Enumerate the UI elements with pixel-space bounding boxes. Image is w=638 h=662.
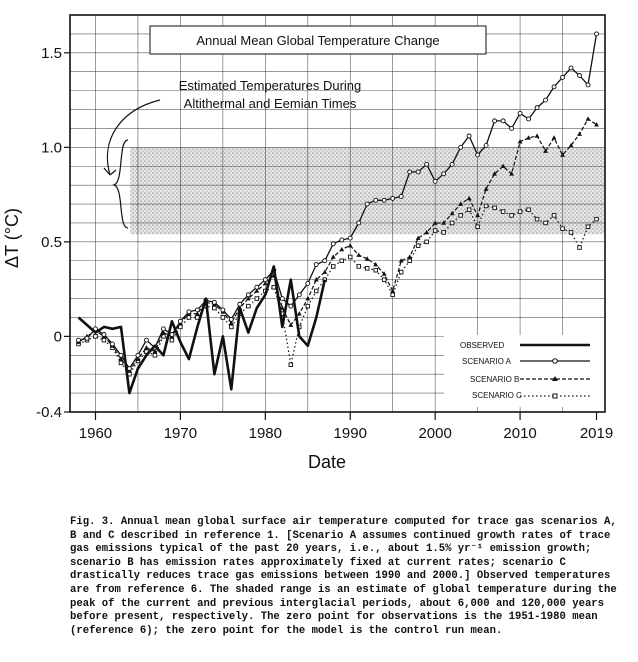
data-point-scenario-c bbox=[595, 217, 599, 221]
data-point-scenario-a bbox=[484, 143, 488, 147]
data-point-scenario-a bbox=[306, 281, 310, 285]
legend-label-observed: OBSERVED bbox=[460, 341, 505, 350]
data-point-scenario-c bbox=[331, 265, 335, 269]
band-brace bbox=[114, 140, 128, 228]
legend-label-scenario-c: SCENARIO C bbox=[472, 391, 522, 400]
data-point-scenario-c bbox=[476, 225, 480, 229]
data-point-scenario-c bbox=[425, 240, 429, 244]
data-point-scenario-b bbox=[373, 262, 378, 266]
data-point-scenario-a bbox=[501, 119, 505, 123]
data-point-scenario-a bbox=[212, 300, 216, 304]
data-point-scenario-a bbox=[195, 308, 199, 312]
data-point-scenario-a bbox=[569, 66, 573, 70]
data-point-scenario-a bbox=[170, 332, 174, 336]
legend bbox=[444, 335, 604, 407]
data-point-scenario-a bbox=[340, 238, 344, 242]
data-point-scenario-b bbox=[356, 252, 361, 256]
data-point-scenario-c bbox=[348, 255, 352, 259]
legend-label-scenario-b: SCENARIO B bbox=[470, 375, 520, 384]
data-point-scenario-c bbox=[272, 285, 276, 289]
band-annotation-line1: Estimated Temperatures During bbox=[178, 78, 362, 93]
data-point-scenario-a bbox=[527, 117, 531, 121]
data-point-scenario-c bbox=[374, 268, 378, 272]
y-tick-label: 1.0 bbox=[41, 139, 62, 157]
data-point-scenario-c bbox=[484, 204, 488, 208]
data-point-scenario-a bbox=[586, 83, 590, 87]
data-point-scenario-c bbox=[467, 208, 471, 212]
x-axis-label: Date bbox=[307, 452, 347, 472]
data-point-scenario-a bbox=[110, 342, 114, 346]
x-tick-label: 2010 bbox=[503, 425, 537, 442]
data-point-scenario-c bbox=[340, 259, 344, 263]
data-point-scenario-a bbox=[263, 278, 267, 282]
data-point-scenario-c bbox=[94, 335, 98, 339]
data-point-scenario-a bbox=[476, 153, 480, 157]
data-point-scenario-a bbox=[102, 332, 106, 336]
data-point-scenario-a bbox=[365, 202, 369, 206]
data-point-scenario-a bbox=[331, 242, 335, 246]
data-point-scenario-c bbox=[561, 227, 565, 231]
data-point-scenario-c bbox=[170, 338, 174, 342]
data-point-scenario-b bbox=[144, 345, 149, 349]
data-point-scenario-a bbox=[297, 293, 301, 297]
data-point-scenario-a bbox=[229, 317, 233, 321]
data-point-scenario-c bbox=[501, 210, 505, 214]
caption-text: Fig. 3. Annual mean global surface air temperature computed for trace gas scenarios A, B and C described in reference 1. [Scenario A assumes continued growth rates of trace gas emissions typical of the past 20 years, i.e., about 1.5% yr⁻¹ emission growth; scenario B has emission rates approximately fixed at current rates; scenario C drastically reduces trace gas emissions between 1990 and 2000.] Observed temperatures are from reference 6. The shaded range is an estimate of global temperature during the peak of the current and previous interglacial periods, about 6,000 and 120,000 years before present, respectively. The zero point for observations is the 1951-1980 mean (reference 6); the zero point for the model is the control run mean. bbox=[70, 516, 617, 637]
data-point-scenario-c bbox=[153, 353, 157, 357]
data-point-scenario-a bbox=[467, 134, 471, 138]
x-tick-label: 1960 bbox=[78, 425, 113, 442]
data-point-scenario-a bbox=[246, 293, 250, 297]
x-tick-label: 2000 bbox=[418, 425, 452, 442]
data-point-scenario-a bbox=[127, 367, 131, 371]
data-point-scenario-a bbox=[510, 126, 514, 130]
data-point-scenario-c bbox=[391, 293, 395, 297]
data-point-scenario-a bbox=[518, 111, 522, 115]
data-point-scenario-c bbox=[552, 214, 556, 218]
data-point-scenario-a bbox=[535, 106, 539, 110]
data-point-scenario-b bbox=[339, 247, 344, 251]
data-point-scenario-c bbox=[510, 214, 514, 218]
data-point-scenario-c bbox=[306, 304, 310, 308]
data-point-scenario-c bbox=[102, 338, 106, 342]
data-point-scenario-a bbox=[433, 179, 437, 183]
data-point-scenario-a bbox=[544, 98, 548, 102]
data-point-scenario-a bbox=[416, 170, 420, 174]
x-tick-label: 1970 bbox=[163, 425, 198, 442]
data-point-scenario-b bbox=[407, 254, 412, 258]
y-tick-label: 1.5 bbox=[41, 44, 62, 62]
data-point-scenario-a bbox=[374, 198, 378, 202]
data-point-scenario-c bbox=[459, 214, 463, 218]
legend-marker-scenario-c bbox=[553, 394, 557, 398]
data-point-scenario-a bbox=[561, 75, 565, 79]
data-point-scenario-c bbox=[289, 363, 293, 367]
data-point-scenario-c bbox=[382, 278, 386, 282]
data-point-scenario-a bbox=[187, 310, 191, 314]
data-point-scenario-c bbox=[365, 267, 369, 271]
data-point-scenario-a bbox=[425, 162, 429, 166]
y-axis-label: ΔT (°C) bbox=[2, 208, 22, 268]
data-point-scenario-a bbox=[408, 170, 412, 174]
y-tick-label: -0.4 bbox=[36, 404, 62, 421]
data-point-scenario-a bbox=[136, 353, 140, 357]
data-point-scenario-a bbox=[442, 172, 446, 176]
data-point-scenario-b bbox=[535, 133, 540, 137]
data-point-scenario-c bbox=[399, 270, 403, 274]
band-annotation-line2: Altithermal and Eemian Times bbox=[183, 96, 357, 111]
data-point-scenario-a bbox=[348, 236, 352, 240]
data-point-scenario-a bbox=[323, 259, 327, 263]
data-point-scenario-c bbox=[544, 221, 548, 225]
data-point-scenario-a bbox=[314, 263, 318, 267]
x-tick-label: 1990 bbox=[333, 425, 367, 442]
data-point-scenario-a bbox=[85, 336, 89, 340]
data-point-scenario-c bbox=[578, 246, 582, 250]
data-point-scenario-b bbox=[586, 116, 591, 120]
data-point-scenario-a bbox=[578, 73, 582, 77]
data-point-scenario-a bbox=[450, 162, 454, 166]
data-point-scenario-c bbox=[416, 244, 420, 248]
data-point-scenario-a bbox=[595, 32, 599, 36]
data-point-scenario-c bbox=[247, 304, 251, 308]
data-point-scenario-c bbox=[255, 297, 259, 301]
data-point-scenario-a bbox=[493, 119, 497, 123]
data-point-scenario-c bbox=[569, 231, 573, 235]
data-point-scenario-a bbox=[144, 338, 148, 342]
data-point-scenario-b bbox=[526, 135, 531, 139]
data-point-scenario-b bbox=[305, 296, 310, 300]
data-point-scenario-c bbox=[433, 229, 437, 233]
data-point-scenario-a bbox=[221, 308, 225, 312]
x-tick-label: 2019 bbox=[579, 425, 614, 442]
data-point-scenario-a bbox=[238, 302, 242, 306]
data-point-scenario-a bbox=[399, 194, 403, 198]
data-point-scenario-a bbox=[119, 353, 123, 357]
data-point-scenario-b bbox=[594, 122, 599, 126]
data-point-scenario-c bbox=[408, 259, 412, 263]
figure-caption bbox=[70, 516, 625, 638]
data-point-scenario-c bbox=[527, 208, 531, 212]
data-point-scenario-a bbox=[459, 145, 463, 149]
data-point-scenario-a bbox=[161, 327, 165, 331]
data-point-scenario-b bbox=[552, 135, 557, 139]
data-point-scenario-c bbox=[187, 316, 191, 320]
x-tick-label: 1980 bbox=[248, 425, 283, 442]
data-point-scenario-a bbox=[289, 304, 293, 308]
data-point-scenario-a bbox=[382, 198, 386, 202]
data-point-scenario-c bbox=[230, 325, 234, 329]
shaded-band bbox=[130, 147, 605, 234]
data-point-scenario-a bbox=[255, 285, 259, 289]
data-point-scenario-c bbox=[493, 206, 497, 210]
data-point-scenario-c bbox=[357, 265, 361, 269]
data-point-scenario-c bbox=[535, 217, 539, 221]
data-point-scenario-c bbox=[586, 225, 590, 229]
data-point-scenario-a bbox=[178, 319, 182, 323]
data-point-scenario-c bbox=[450, 221, 454, 225]
y-tick-label: 0 bbox=[53, 328, 62, 346]
data-point-scenario-a bbox=[357, 221, 361, 225]
data-point-scenario-c bbox=[442, 231, 446, 235]
data-point-scenario-a bbox=[280, 297, 284, 301]
data-point-scenario-a bbox=[552, 85, 556, 89]
data-point-scenario-c bbox=[518, 210, 522, 214]
chart-title: Annual Mean Global Temperature Change bbox=[196, 33, 440, 48]
y-tick-label: 0.5 bbox=[41, 233, 62, 251]
data-point-scenario-a bbox=[391, 196, 395, 200]
data-point-scenario-a bbox=[76, 338, 80, 342]
legend-marker-scenario-a bbox=[553, 359, 558, 364]
data-point-scenario-b bbox=[348, 243, 353, 247]
data-point-scenario-b bbox=[577, 132, 582, 136]
data-point-scenario-c bbox=[314, 289, 318, 293]
data-point-scenario-b bbox=[297, 311, 302, 315]
data-point-scenario-c bbox=[221, 316, 225, 320]
data-point-scenario-c bbox=[213, 306, 217, 310]
legend-label-scenario-a: SCENARIO A bbox=[462, 357, 511, 366]
